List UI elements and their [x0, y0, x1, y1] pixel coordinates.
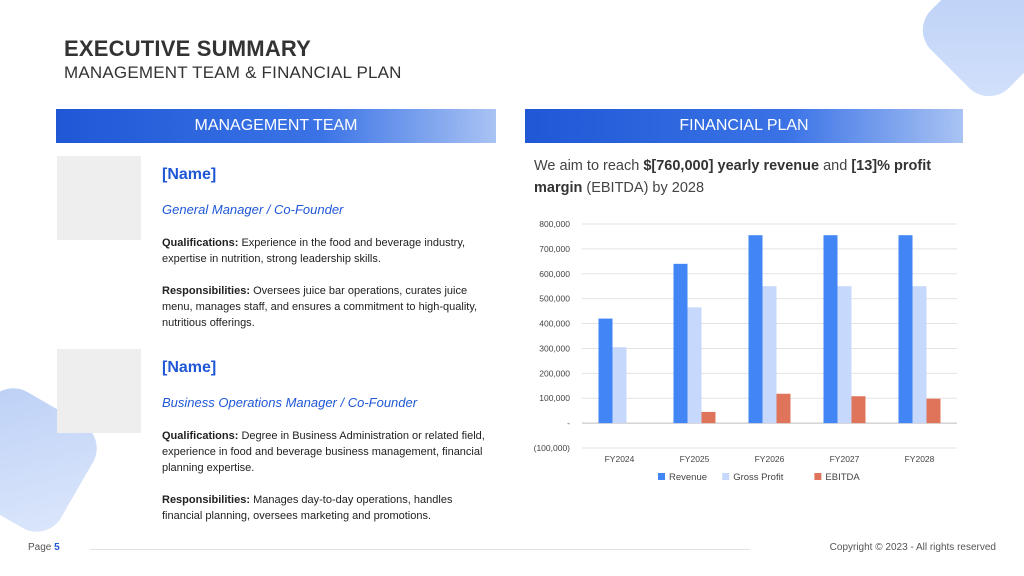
- member-name: [Name]: [162, 166, 217, 183]
- member-qualifications: [162, 235, 487, 267]
- x-tick-label: FY2028: [904, 454, 935, 464]
- responsibilities-text: Manages day-to-day operations, handles financial planning, oversees marketing and promotions.: [162, 494, 453, 522]
- member-qualifications: [162, 428, 487, 476]
- bar-gross-profit: [763, 286, 777, 423]
- bar-revenue: [749, 235, 763, 423]
- y-tick-label: 200,000: [539, 368, 570, 379]
- y-tick-label: 700,000: [539, 243, 570, 254]
- member-photo-placeholder: [57, 349, 141, 433]
- page-indicator: [28, 542, 60, 553]
- y-tick-label: -: [567, 418, 570, 429]
- member-role: Business Operations Manager / Co-Founder: [162, 395, 418, 410]
- bar-ebitda: [702, 412, 716, 423]
- member-photo-placeholder: [57, 156, 141, 240]
- x-tick-label: FY2027: [829, 454, 860, 464]
- y-tick-label: 800,000: [539, 219, 570, 229]
- y-tick-label: 300,000: [539, 343, 570, 354]
- bar-revenue: [599, 319, 613, 424]
- copyright-text: Copyright © 2023 - All rights reserved: [829, 542, 996, 553]
- intro-margin: [13]% profit margin: [534, 158, 932, 196]
- qualifications-text: Degree in Business Administration or related field, experience in food and beverage business management, financial planning expertise.: [162, 430, 485, 474]
- responsibilities-label: Responsibilities:: [162, 285, 251, 297]
- legend-swatch: [814, 473, 821, 480]
- page-number: 5: [54, 542, 60, 553]
- page-subtitle: MANAGEMENT TEAM & FINANCIAL PLAN: [64, 63, 402, 82]
- y-tick-label: 600,000: [539, 268, 570, 279]
- y-tick-label: 100,000: [539, 393, 570, 404]
- x-tick-label: FY2024: [604, 454, 635, 464]
- bar-gross-profit: [838, 286, 852, 423]
- corner-decoration-top-right: [911, 0, 1024, 108]
- bar-ebitda: [777, 394, 791, 423]
- intro-text: We aim to reach: [534, 158, 644, 174]
- page-title: EXECUTIVE SUMMARY: [64, 36, 312, 61]
- footer-divider: [90, 549, 750, 550]
- bar-ebitda: [852, 396, 866, 423]
- y-tick-label: 400,000: [539, 318, 570, 329]
- legend-swatch: [658, 473, 665, 480]
- legend-swatch: [722, 473, 729, 480]
- legend-label: Gross Profit: [733, 472, 784, 483]
- member-role: General Manager / Co-Founder: [162, 202, 344, 217]
- bar-ebitda: [927, 399, 941, 423]
- y-tick-label: 500,000: [539, 293, 570, 304]
- qualifications-text: Experience in the food and beverage industry, expertise in nutrition, strong leadership skills.: [162, 237, 466, 265]
- bar-gross-profit: [613, 347, 627, 423]
- legend-label: Revenue: [669, 472, 708, 483]
- responsibilities-text: Oversees juice bar operations, curates juice menu, manages staff, and ensures a commitment to high-quality, nutritious offerings.: [162, 285, 478, 329]
- intro-revenue: $[760,000] yearly revenue: [643, 158, 820, 174]
- financial-plan-header: FINANCIAL PLAN: [525, 109, 963, 143]
- management-team-header: MANAGEMENT TEAM: [56, 109, 496, 143]
- responsibilities-label: Responsibilities:: [162, 494, 251, 506]
- x-tick-label: FY2025: [679, 454, 710, 464]
- legend-label: EBITDA: [825, 472, 860, 483]
- intro-text: (EBITDA) by 2028: [582, 180, 705, 196]
- member-name: [Name]: [162, 359, 217, 376]
- qualifications-label: Qualifications:: [162, 237, 239, 249]
- x-tick-label: FY2026: [754, 454, 785, 464]
- bar-revenue: [899, 235, 913, 423]
- bar-gross-profit: [913, 286, 927, 423]
- financial-goal-text: [534, 155, 954, 199]
- bar-revenue: [824, 235, 838, 423]
- member-responsibilities: [162, 283, 487, 331]
- page-label: Page: [28, 542, 52, 553]
- y-tick-label: (100,000): [533, 443, 570, 453]
- member-responsibilities: [162, 492, 487, 524]
- bar-revenue: [674, 264, 688, 423]
- intro-text: and: [819, 158, 852, 174]
- financial-bar-chart: [520, 212, 960, 492]
- qualifications-label: Qualifications:: [162, 430, 239, 442]
- bar-gross-profit: [688, 307, 702, 423]
